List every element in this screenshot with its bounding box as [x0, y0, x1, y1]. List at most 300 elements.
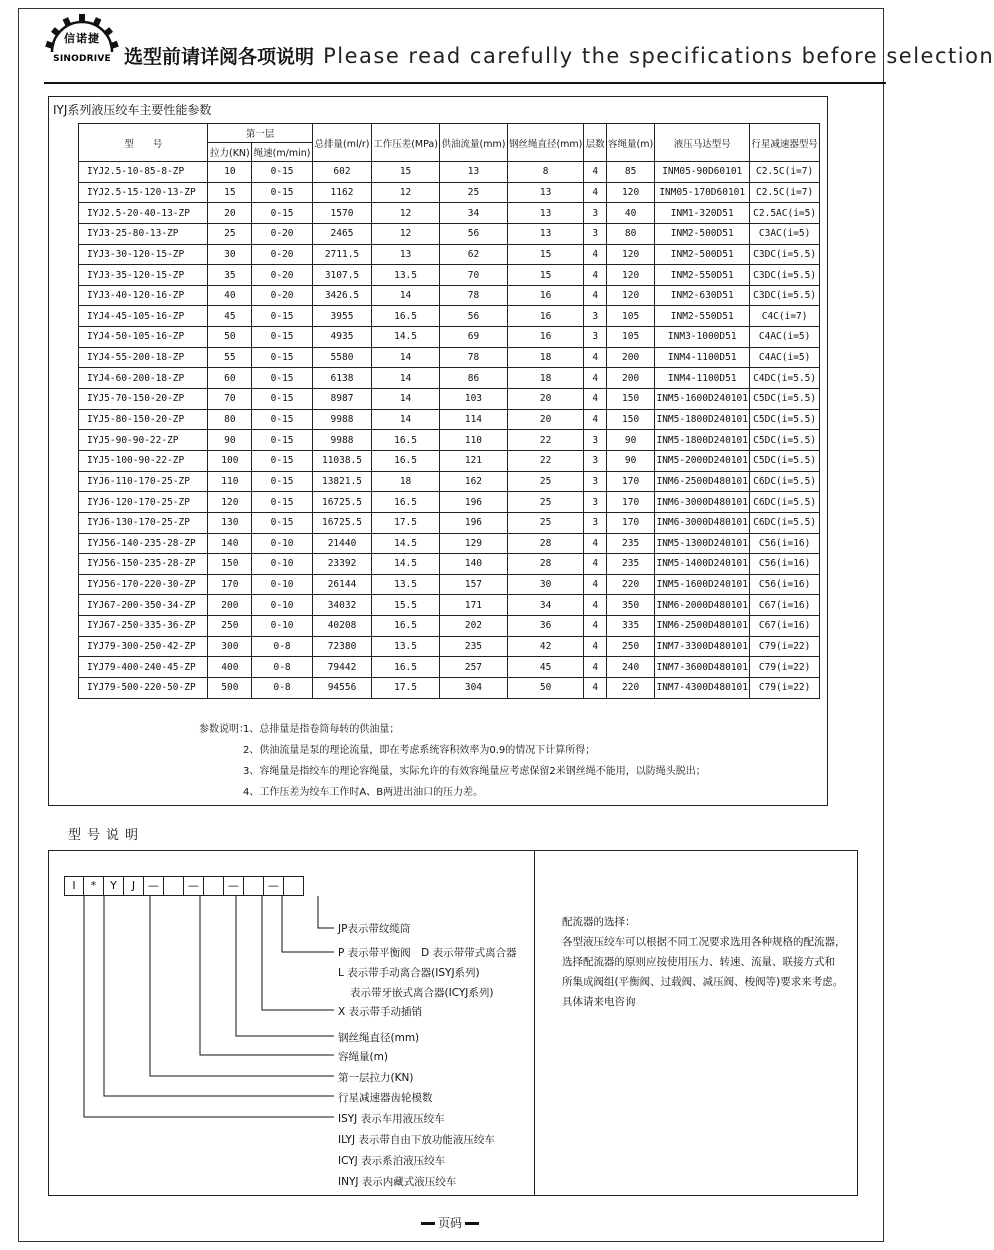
table-cell: IYJ3-40-120-16-ZP	[79, 285, 208, 306]
model-code-box: *	[84, 876, 104, 896]
table-cell: 3	[584, 430, 607, 451]
table-cell: IYJ79-400-240-45-ZP	[79, 657, 208, 678]
table-cell: IYJ5-90-90-22-ZP	[79, 430, 208, 451]
note-item: 3、容绳量是指绞车的理论容绳量，实际允许的有效容绳量应考虑保留2米钢丝绳不能用，以防绳头脱出；	[243, 766, 706, 777]
table-cell: 25	[507, 471, 583, 492]
table-cell: 3	[584, 471, 607, 492]
table-row	[79, 512, 820, 533]
table-cell: 0-15	[252, 327, 313, 348]
table-row	[79, 574, 820, 595]
table-cell: IYJ79-300-250-42-ZP	[79, 636, 208, 657]
table-row	[79, 389, 820, 410]
table-row	[79, 347, 820, 368]
table-cell: 130	[208, 512, 252, 533]
table-cell: C4DC(i=5.5)	[750, 368, 820, 389]
table-cell: 6138	[312, 368, 371, 389]
code-label-clutch: L 表示带手动离合器(ISYJ系列)	[338, 967, 480, 979]
table-cell: 15	[507, 244, 583, 265]
table-cell: 0-15	[252, 306, 313, 327]
table-cell: 0-10	[252, 574, 313, 595]
table-cell: 78	[439, 285, 507, 306]
table-cell: 40	[607, 203, 655, 224]
code-label-icyj: ICYJ 表示系泊液压绞车	[338, 1155, 446, 1167]
table-cell: 16.5	[372, 657, 440, 678]
table-cell: 14	[372, 389, 440, 410]
table-cell: INM2-550D51	[655, 265, 750, 286]
table-cell: 4	[584, 616, 607, 637]
table-row	[79, 223, 820, 244]
table-cell: 240	[607, 657, 655, 678]
table-cell: 0-15	[252, 450, 313, 471]
table-cell: 157	[439, 574, 507, 595]
table-cell: 16.5	[372, 306, 440, 327]
table-cell: 16	[507, 327, 583, 348]
table-cell: 0-20	[252, 244, 313, 265]
table-cell: 17.5	[372, 678, 440, 699]
table-cell: 34	[439, 203, 507, 224]
table-cell: 3955	[312, 306, 371, 327]
table-cell: 114	[439, 409, 507, 430]
table-cell: IYJ4-55-200-18-ZP	[79, 347, 208, 368]
model-code-box: —	[144, 876, 164, 896]
table-cell: C79(i=22)	[750, 636, 820, 657]
table-cell: INM5-1800D240101	[655, 409, 750, 430]
table-cell: INM4-1100D51	[655, 368, 750, 389]
table-row	[79, 409, 820, 430]
table-cell: IYJ6-130-170-25-ZP	[79, 512, 208, 533]
code-label-gear-module: 行星减速器齿轮模数	[338, 1092, 433, 1104]
table-cell: 4	[584, 347, 607, 368]
code-label-valve: P 表示带平衡阀 D 表示带带式离合器	[338, 947, 517, 959]
code-label-pin: X 表示带手动插销	[338, 1006, 423, 1018]
table-cell: 23392	[312, 554, 371, 575]
model-section-title: 型号说明	[68, 828, 145, 843]
table-cell: C3DC(i=5.5)	[750, 265, 820, 286]
table-cell: 0-15	[252, 409, 313, 430]
table-cell: 25	[439, 182, 507, 203]
table-row	[79, 306, 820, 327]
table-cell: 22	[507, 430, 583, 451]
table-cell: 3	[584, 450, 607, 471]
table-cell: 0-8	[252, 657, 313, 678]
table-cell: 4	[584, 574, 607, 595]
model-code-box: J	[124, 876, 144, 896]
table-cell: 4	[584, 595, 607, 616]
table-cell: 16	[507, 285, 583, 306]
table-cell: 13	[507, 203, 583, 224]
table-row	[79, 244, 820, 265]
table-cell: 16.5	[372, 492, 440, 513]
table-row	[79, 162, 820, 183]
table-cell: 85	[607, 162, 655, 183]
table-cell: 0-15	[252, 368, 313, 389]
table-cell: 16725.5	[312, 512, 371, 533]
table-cell: 4	[584, 368, 607, 389]
table-cell: INM05-90D60101	[655, 162, 750, 183]
table-cell: 120	[607, 265, 655, 286]
table-cell: 1162	[312, 182, 371, 203]
table-cell: 150	[208, 554, 252, 575]
table-cell: INM5-2000D240101	[655, 450, 750, 471]
table-cell: 9988	[312, 430, 371, 451]
table-cell: 3	[584, 306, 607, 327]
col-header-displacement: 总排量(ml/r)	[312, 124, 371, 162]
table-cell: 105	[607, 327, 655, 348]
table-cell: INM6-3000D480101	[655, 512, 750, 533]
table-cell: IYJ56-150-235-28-ZP	[79, 554, 208, 575]
table-cell: C67(i=16)	[750, 616, 820, 637]
code-label-rope-diameter: 钢丝绳直径(mm)	[338, 1032, 420, 1044]
company-logo	[44, 12, 120, 74]
note-item: 1、总排量是指卷筒每转的供油量；	[243, 724, 400, 735]
table-cell: 196	[439, 492, 507, 513]
table-cell: 121	[439, 450, 507, 471]
table-cell: 30	[208, 244, 252, 265]
header-title	[124, 42, 994, 69]
table-cell: 2465	[312, 223, 371, 244]
table-cell: INM5-1800D240101	[655, 430, 750, 451]
table-row	[79, 657, 820, 678]
table-cell: 13.5	[372, 636, 440, 657]
table-cell: 140	[439, 554, 507, 575]
table-cell: 235	[607, 533, 655, 554]
table-row	[79, 327, 820, 348]
table-cell: 12	[372, 223, 440, 244]
col-header-motor: 液压马达型号	[655, 124, 750, 162]
table-cell: 14	[372, 409, 440, 430]
table-cell: 11038.5	[312, 450, 371, 471]
table-cell: 25	[507, 492, 583, 513]
table-cell: C5DC(i=5.5)	[750, 430, 820, 451]
spec-table-body	[79, 162, 820, 699]
table-cell: 120	[208, 492, 252, 513]
spec-table	[78, 123, 820, 699]
table-cell: 105	[607, 306, 655, 327]
table-cell: 4	[584, 409, 607, 430]
table-cell: 2711.5	[312, 244, 371, 265]
table-cell: IYJ2.5-20-40-13-ZP	[79, 203, 208, 224]
table-cell: 3107.5	[312, 265, 371, 286]
footer-bar-left	[421, 1222, 435, 1225]
table-cell: 500	[208, 678, 252, 699]
table-cell: 45	[208, 306, 252, 327]
table-cell: INM5-1600D240101	[655, 389, 750, 410]
table-cell: C6DC(i=5.5)	[750, 471, 820, 492]
table-cell: 13	[507, 182, 583, 203]
table-cell: 120	[607, 244, 655, 265]
table-cell: 4	[584, 244, 607, 265]
table-cell: 17.5	[372, 512, 440, 533]
table-cell: IYJ67-250-335-36-ZP	[79, 616, 208, 637]
table-cell: IYJ3-30-120-15-ZP	[79, 244, 208, 265]
table-cell: 3426.5	[312, 285, 371, 306]
table-cell: 15.5	[372, 595, 440, 616]
table-cell: 0-15	[252, 347, 313, 368]
table-cell: C2.5AC(i=5)	[750, 203, 820, 224]
table-row	[79, 492, 820, 513]
table-cell: 22	[507, 450, 583, 471]
table-cell: 150	[607, 389, 655, 410]
col-header-layers: 层数	[584, 124, 607, 162]
table-cell: 90	[607, 430, 655, 451]
code-label-first-layer-pull: 第一层拉力(KN)	[338, 1072, 414, 1084]
table-cell: 18	[507, 347, 583, 368]
table-cell: 304	[439, 678, 507, 699]
table-cell: INM5-1600D240101	[655, 574, 750, 595]
table-cell: 10	[208, 162, 252, 183]
col-header-flow: 供油流量(mm)	[439, 124, 507, 162]
code-label-jp: JP表示带纹缆筒	[338, 923, 411, 935]
table-cell: 200	[208, 595, 252, 616]
table-cell: 12	[372, 182, 440, 203]
table-cell: 3	[584, 492, 607, 513]
table-cell: 0-15	[252, 512, 313, 533]
table-row	[79, 203, 820, 224]
table-cell: IYJ56-140-235-28-ZP	[79, 533, 208, 554]
table-cell: 110	[208, 471, 252, 492]
table-cell: 4	[584, 265, 607, 286]
table-cell: C4AC(i=5)	[750, 347, 820, 368]
table-cell: 13821.5	[312, 471, 371, 492]
table-cell: 12	[372, 203, 440, 224]
table-cell: 13.5	[372, 265, 440, 286]
table-cell: 21440	[312, 533, 371, 554]
table-cell: INM7-3600D480101	[655, 657, 750, 678]
table-cell: C6DC(i=5.5)	[750, 512, 820, 533]
table-row	[79, 265, 820, 286]
table-cell: 250	[607, 636, 655, 657]
table-cell: 257	[439, 657, 507, 678]
model-code-boxes	[64, 876, 304, 896]
distributor-line: 具体请来电咨询	[562, 996, 636, 1008]
table-cell: 28	[507, 533, 583, 554]
model-code-box: —	[224, 876, 244, 896]
table-cell: 0-8	[252, 636, 313, 657]
table-cell: 34	[507, 595, 583, 616]
footer-bar-right	[465, 1222, 479, 1225]
table-cell: 9988	[312, 409, 371, 430]
table-cell: 45	[507, 657, 583, 678]
col-header-capacity: 容绳量(m)	[607, 124, 655, 162]
table-cell: C79(i=22)	[750, 657, 820, 678]
table-cell: 40208	[312, 616, 371, 637]
table-cell: 4	[584, 554, 607, 575]
table-row	[79, 533, 820, 554]
table-cell: 4935	[312, 327, 371, 348]
table-cell: 20	[507, 389, 583, 410]
table-cell: 129	[439, 533, 507, 554]
table-cell: 34032	[312, 595, 371, 616]
code-label-inyj: INYJ 表示内藏式液压绞车	[338, 1176, 457, 1188]
table-cell: 13	[372, 244, 440, 265]
table-cell: INM5-1300D240101	[655, 533, 750, 554]
table-cell: 171	[439, 595, 507, 616]
table-cell: 0-10	[252, 554, 313, 575]
table-cell: 0-20	[252, 223, 313, 244]
table-cell: 200	[607, 347, 655, 368]
table-cell: 0-15	[252, 162, 313, 183]
table-cell: 5580	[312, 347, 371, 368]
table-row	[79, 595, 820, 616]
table-cell: 202	[439, 616, 507, 637]
table-cell: IYJ6-120-170-25-ZP	[79, 492, 208, 513]
table-cell: 72380	[312, 636, 371, 657]
table-cell: 94556	[312, 678, 371, 699]
table-cell: 79442	[312, 657, 371, 678]
table-cell: C3DC(i=5.5)	[750, 244, 820, 265]
table-cell: C5DC(i=5.5)	[750, 409, 820, 430]
model-code-box: Y	[104, 876, 124, 896]
table-cell: 56	[439, 306, 507, 327]
table-cell: 25	[208, 223, 252, 244]
table-cell: 110	[439, 430, 507, 451]
table-cell: 8987	[312, 389, 371, 410]
table-cell: 100	[208, 450, 252, 471]
table-cell: IYJ4-60-200-18-ZP	[79, 368, 208, 389]
table-cell: 120	[607, 182, 655, 203]
table-cell: 0-15	[252, 203, 313, 224]
table-cell: C5DC(i=5.5)	[750, 450, 820, 471]
table-row	[79, 450, 820, 471]
table-cell: 0-15	[252, 182, 313, 203]
table-cell: 4	[584, 636, 607, 657]
table-cell: 170	[607, 471, 655, 492]
table-cell: 42	[507, 636, 583, 657]
table-cell: 15	[208, 182, 252, 203]
page-footer	[0, 1214, 900, 1231]
model-code-box	[284, 876, 304, 896]
table-cell: INM1-320D51	[655, 203, 750, 224]
table-cell: C4C(i=7)	[750, 306, 820, 327]
table-cell: IYJ5-80-150-20-ZP	[79, 409, 208, 430]
table-row	[79, 636, 820, 657]
table-cell: 4	[584, 533, 607, 554]
table-cell: 50	[507, 678, 583, 699]
table-cell: INM2-500D51	[655, 244, 750, 265]
table-cell: 200	[607, 368, 655, 389]
table-cell: 16725.5	[312, 492, 371, 513]
notes-label: 参数说明：	[199, 724, 249, 735]
table-cell: IYJ67-200-350-34-ZP	[79, 595, 208, 616]
col-header-model: 型 号	[79, 124, 208, 162]
model-code-box: I	[64, 876, 84, 896]
table-row	[79, 554, 820, 575]
table-cell: 36	[507, 616, 583, 637]
table-cell: 400	[208, 657, 252, 678]
table-cell: 3	[584, 512, 607, 533]
model-code-box	[204, 876, 224, 896]
col-header-reducer: 行星减速器型号	[750, 124, 820, 162]
spec-notes	[199, 719, 706, 803]
table-cell: 14.5	[372, 327, 440, 348]
table-cell: INM4-1100D51	[655, 347, 750, 368]
table-cell: C2.5C(i=7)	[750, 162, 820, 183]
table-cell: INM05-170D60101	[655, 182, 750, 203]
table-cell: 220	[607, 678, 655, 699]
header-title-chinese: 选型前请详阅各项说明	[124, 46, 315, 68]
note-item: 2、供油流量是泵的理论流量，即在考虑系统容积效率为0.9的情况下计算所得；	[243, 745, 596, 756]
table-cell: 50	[208, 327, 252, 348]
table-cell: 35	[208, 265, 252, 286]
col-header-pressure: 工作压差(MPa)	[372, 124, 440, 162]
table-cell: 170	[208, 574, 252, 595]
table-cell: INM6-2000D480101	[655, 595, 750, 616]
table-cell: 14.5	[372, 554, 440, 575]
table-row	[79, 285, 820, 306]
table-cell: INM7-3300D480101	[655, 636, 750, 657]
col-header-first-layer: 第一层	[208, 124, 312, 143]
table-cell: 235	[607, 554, 655, 575]
table-cell: 120	[607, 285, 655, 306]
table-cell: INM2-550D51	[655, 306, 750, 327]
code-label-ilyj: ILYJ 表示带自由下放功能液压绞车	[338, 1134, 495, 1146]
table-cell: 80	[607, 223, 655, 244]
header-divider	[44, 82, 886, 84]
table-cell: C4AC(i=5)	[750, 327, 820, 348]
table-cell: 4	[584, 182, 607, 203]
table-cell: 14.5	[372, 533, 440, 554]
table-cell: 0-10	[252, 616, 313, 637]
model-code-box: —	[264, 876, 284, 896]
table-cell: C56(i=16)	[750, 554, 820, 575]
model-section-divider	[534, 850, 535, 1196]
table-cell: 40	[208, 285, 252, 306]
table-cell: 15	[507, 265, 583, 286]
table-row	[79, 471, 820, 492]
table-cell: 20	[208, 203, 252, 224]
table-cell: 3	[584, 327, 607, 348]
note-item: 4、工作压差为绞车工作时A、B两进出油口的压力差。	[243, 787, 484, 798]
table-cell: 13	[439, 162, 507, 183]
table-cell: 16.5	[372, 430, 440, 451]
table-cell: IYJ3-35-120-15-ZP	[79, 265, 208, 286]
table-cell: 25	[507, 512, 583, 533]
table-cell: IYJ4-50-105-16-ZP	[79, 327, 208, 348]
table-cell: C5DC(i=5.5)	[750, 389, 820, 410]
table-cell: 55	[208, 347, 252, 368]
table-cell: 170	[607, 492, 655, 513]
spec-section	[48, 96, 828, 806]
table-cell: 0-20	[252, 285, 313, 306]
table-cell: 0-15	[252, 471, 313, 492]
table-cell: IYJ4-45-105-16-ZP	[79, 306, 208, 327]
table-cell: C56(i=16)	[750, 533, 820, 554]
table-cell: 300	[208, 636, 252, 657]
table-cell: 70	[439, 265, 507, 286]
table-cell: 350	[607, 595, 655, 616]
table-row	[79, 616, 820, 637]
logo-english-name: SINODRIVE	[53, 54, 111, 64]
table-cell: 8	[507, 162, 583, 183]
table-cell: C56(i=16)	[750, 574, 820, 595]
table-cell: 60	[208, 368, 252, 389]
table-cell: 150	[607, 409, 655, 430]
logo-chinese-name: 信诺捷	[64, 32, 100, 45]
table-row	[79, 368, 820, 389]
table-cell: C6DC(i=5.5)	[750, 492, 820, 513]
table-cell: INM2-500D51	[655, 223, 750, 244]
table-cell: 0-10	[252, 595, 313, 616]
code-label-jaw-clutch: 表示带牙嵌式离合器(ICYJ系列)	[350, 987, 494, 999]
table-row	[79, 182, 820, 203]
table-cell: 80	[208, 409, 252, 430]
table-cell: C2.5C(i=7)	[750, 182, 820, 203]
table-cell: 90	[607, 450, 655, 471]
header-title-english: Please read carefully the specifications before selection	[323, 44, 994, 68]
table-cell: 86	[439, 368, 507, 389]
table-cell: 4	[584, 285, 607, 306]
table-cell: 196	[439, 512, 507, 533]
